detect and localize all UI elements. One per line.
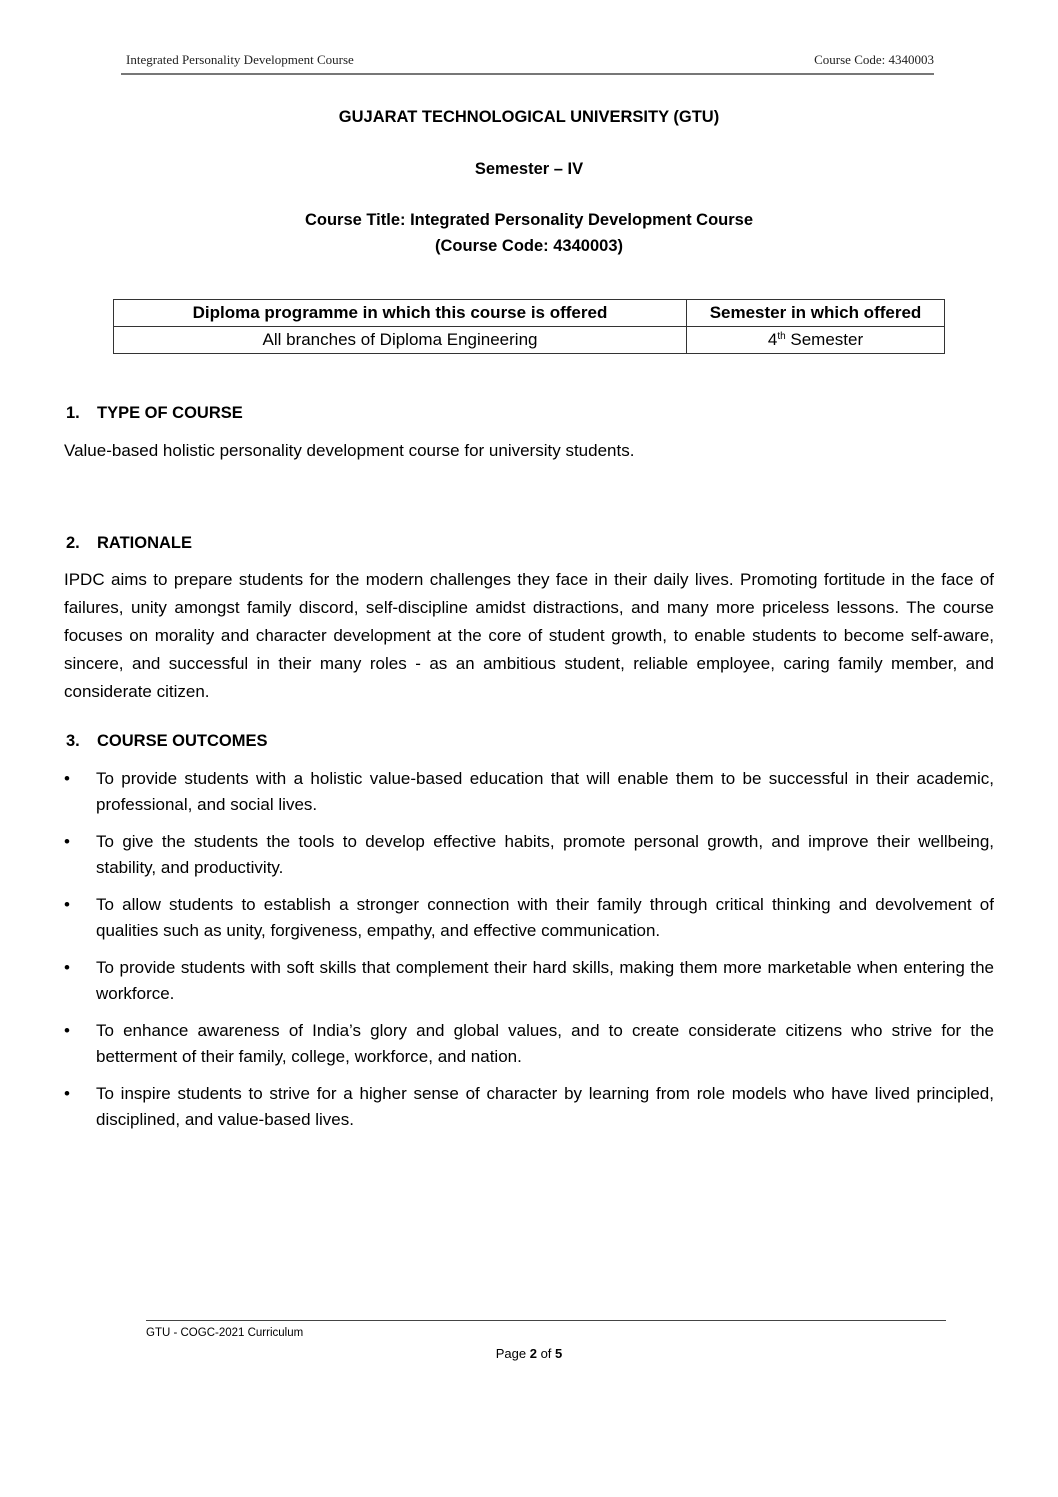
page-prefix: Page bbox=[495, 1346, 530, 1361]
list-item bbox=[64, 892, 994, 944]
section-title: TYPE OF COURSE bbox=[97, 404, 243, 422]
bullet-icon: • bbox=[64, 769, 70, 788]
rationale-text: IPDC aims to prepare students for the modern challenges they face in their daily lives. Promoting fortitude in the face of failures, unity amongst family discord, self-discipline amidst distractions, and many more priceless lessons. The course focuses on morality and character development at the core of student growth, to enable students to become self-aware, sincere, and successful in their many roles - as an ambitious student, reliable employee, caring family member, and considerate citizen. bbox=[64, 570, 994, 701]
outcome-text: To give the students the tools to develop effective habits, promote personal growth, and improve their wellbeing, stability, and productivity. bbox=[96, 832, 994, 877]
bullet-icon: • bbox=[64, 958, 70, 977]
page-total: 5 bbox=[555, 1346, 563, 1361]
bullet-icon: • bbox=[64, 832, 70, 851]
list-item bbox=[64, 829, 994, 881]
outcome-text: To enhance awareness of India’s glory and global values, and to create considerate citizens who strive for the betterment of their family, college, workforce, and nation. bbox=[96, 1021, 994, 1066]
list-item bbox=[64, 766, 994, 818]
table-header-programme: Diploma programme in which this course is offered bbox=[114, 300, 687, 327]
header-divider bbox=[121, 73, 934, 75]
section-title: RATIONALE bbox=[97, 534, 193, 552]
offer-table bbox=[113, 299, 945, 354]
course-title: Course Title: Integrated Personality Development Course bbox=[304, 211, 754, 229]
page-number bbox=[0, 1346, 1058, 1361]
outcome-text: To provide students with a holistic value-based education that will enable them to be successful in their academic, professional, and social lives. bbox=[96, 769, 994, 814]
footer-curriculum: GTU - COGC-2021 Curriculum bbox=[146, 1327, 304, 1339]
table-header-semester: Semester in which offered bbox=[687, 300, 945, 327]
university-title: GUJARAT TECHNOLOGICAL UNIVERSITY (GTU) bbox=[338, 108, 720, 126]
list-item bbox=[64, 1018, 994, 1070]
list-item bbox=[64, 955, 994, 1007]
header-course-code: Course Code: 4340003 bbox=[814, 52, 934, 67]
page-current: 2 bbox=[529, 1346, 537, 1361]
section-number: 3. bbox=[66, 732, 80, 750]
section-heading-rationale bbox=[66, 534, 192, 553]
programme-cell: All branches of Diploma Engineering bbox=[114, 327, 687, 354]
semester-number: 4 bbox=[767, 330, 778, 349]
table-row bbox=[114, 327, 945, 354]
semester-cell bbox=[687, 327, 945, 354]
section-title: COURSE OUTCOMES bbox=[97, 732, 268, 750]
bullet-icon: • bbox=[64, 1021, 70, 1040]
page-mid: of bbox=[536, 1346, 556, 1361]
section-number: 1. bbox=[66, 404, 80, 422]
semester-title: Semester – IV bbox=[474, 160, 584, 178]
course-outcomes-list bbox=[64, 766, 994, 1144]
section-number: 2. bbox=[66, 534, 80, 552]
semester-word: Semester bbox=[785, 330, 864, 349]
outcome-text: To provide students with soft skills that complement their hard skills, making them more marketable when entering the workforce. bbox=[96, 958, 994, 1003]
header-course-name: Integrated Personality Development Course bbox=[126, 52, 354, 67]
running-header bbox=[124, 52, 934, 70]
list-item bbox=[64, 1081, 994, 1133]
section-heading-type-of-course bbox=[66, 404, 243, 423]
outcome-text: To allow students to establish a stronger connection with their family through critical thinking and devolvement of qualities such as unity, forgiveness, empathy, and effective communication. bbox=[96, 895, 994, 940]
bullet-icon: • bbox=[64, 895, 70, 914]
semester-suffix: th bbox=[777, 331, 786, 342]
outcome-text: To inspire students to strive for a higher sense of character by learning from role models who have lived principled, disciplined, and value-based lives. bbox=[96, 1084, 994, 1129]
bullet-icon: • bbox=[64, 1084, 70, 1103]
footer-divider bbox=[146, 1320, 946, 1321]
table-header-row bbox=[114, 300, 945, 327]
type-of-course-text: Value-based holistic personality development course for university students. bbox=[64, 441, 635, 460]
course-code-title: (Course Code: 4340003) bbox=[435, 237, 623, 255]
section-heading-course-outcomes bbox=[66, 732, 268, 751]
